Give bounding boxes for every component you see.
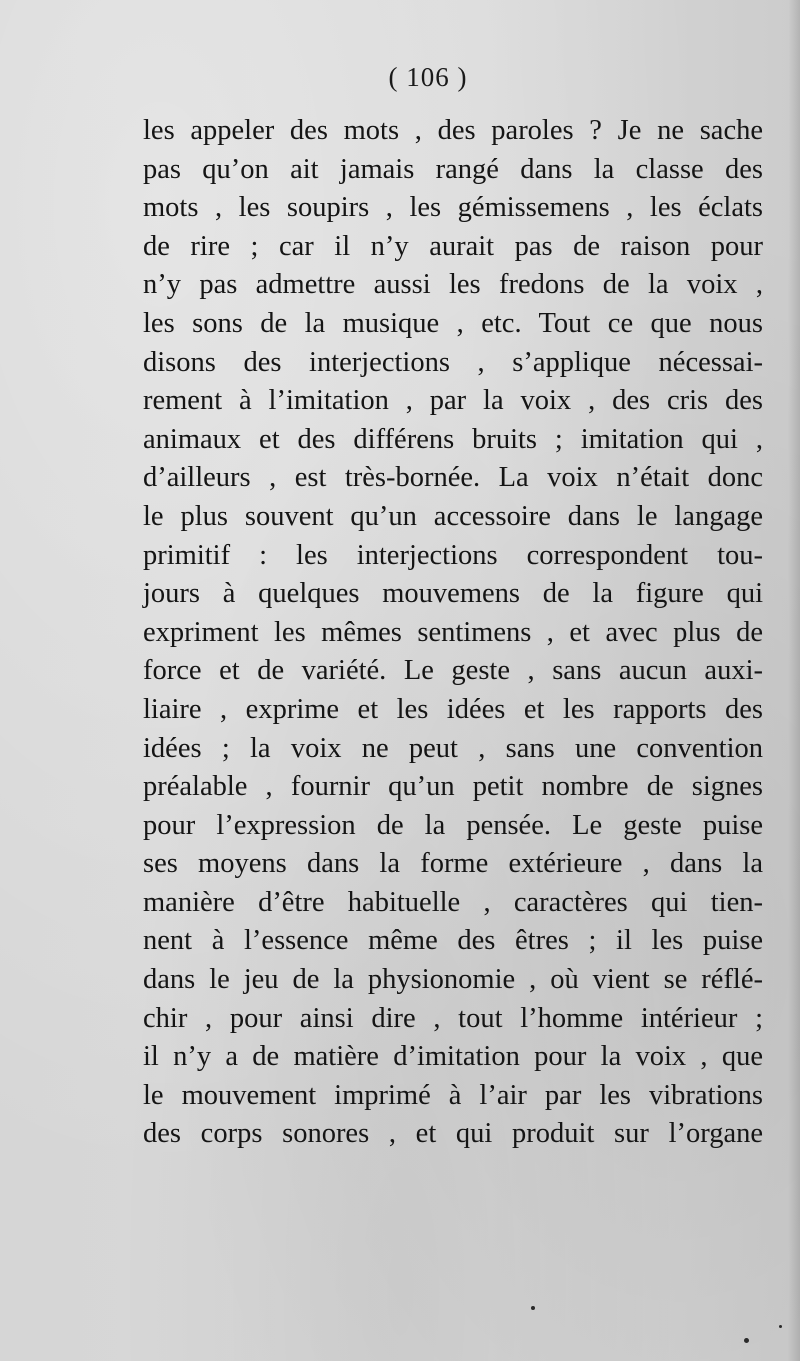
text-line-26: le mouvement imprimé à l’air par les vibrations: [143, 1079, 763, 1111]
text-line-18: préalable , fournir qu’un petit nombre de signes: [143, 771, 763, 803]
text-line-23: dans le jeu de la physionomie , où vient se réflé-: [143, 964, 763, 996]
text-line-5: n’y pas admettre aussi les fredons de la voix ,: [143, 269, 763, 301]
text-line-3: mots , les soupirs , les gémissemens , les éclats: [143, 192, 763, 224]
text-line-11: le plus souvent qu’un accessoire dans le langage: [143, 500, 763, 532]
text-line-1: les appeler des mots , des paroles ? Je ne sache: [143, 115, 763, 146]
text-line-17: idées ; la voix ne peut , sans une convention: [143, 732, 763, 764]
paper-speck: [744, 1338, 749, 1343]
text-line-25: il n’y a de matière d’imitation pour la voix , que: [143, 1041, 763, 1073]
text-line-19: pour l’expression de la pensée. Le geste puise: [143, 809, 763, 841]
text-line-15: force et de variété. Le geste , sans aucun auxi-: [143, 655, 763, 687]
page-number: ( 106 ): [388, 62, 468, 92]
text-line-7: disons des interjections , s’applique nécessai-: [143, 346, 763, 378]
text-line-24: chir , pour ainsi dire , tout l’homme intérieur ;: [143, 1002, 763, 1034]
text-line-2: pas qu’on ait jamais rangé dans la classe des: [143, 153, 763, 185]
text-line-6: les sons de la musique , etc. Tout ce que nous: [143, 307, 763, 339]
text-line-16: liaire , exprime et les idées et les rapports des: [143, 693, 763, 725]
paper-speck: [779, 1325, 782, 1328]
text-line-22: nent à l’essence même des êtres ; il les puise: [143, 925, 763, 957]
text-line-8: rement à l’imitation , par la voix , des cris des: [143, 385, 763, 417]
paper-speck: [531, 1306, 535, 1310]
text-line-27: des corps sonores , et qui produit sur l’organe: [143, 1118, 763, 1150]
text-line-12: primitif : les interjections correspondent tou-: [143, 539, 763, 571]
text-line-21: manière d’être habituelle , caractères qui tien-: [143, 886, 763, 918]
text-line-14: expriment les mêmes sentimens , et avec plus de: [143, 616, 763, 648]
text-line-20: ses moyens dans la forme extérieure , dans la: [143, 848, 763, 880]
text-line-13: jours à quelques mouvemens de la figure qui: [143, 578, 763, 610]
text-line-9: animaux et des différens bruits ; imitation qui ,: [143, 423, 763, 455]
text-line-10: d’ailleurs , est très-bornée. La voix n’était donc: [143, 462, 763, 494]
body-text: [143, 112, 763, 1154]
text-line-4: de rire ; car il n’y aurait pas de raison pour: [143, 230, 763, 262]
